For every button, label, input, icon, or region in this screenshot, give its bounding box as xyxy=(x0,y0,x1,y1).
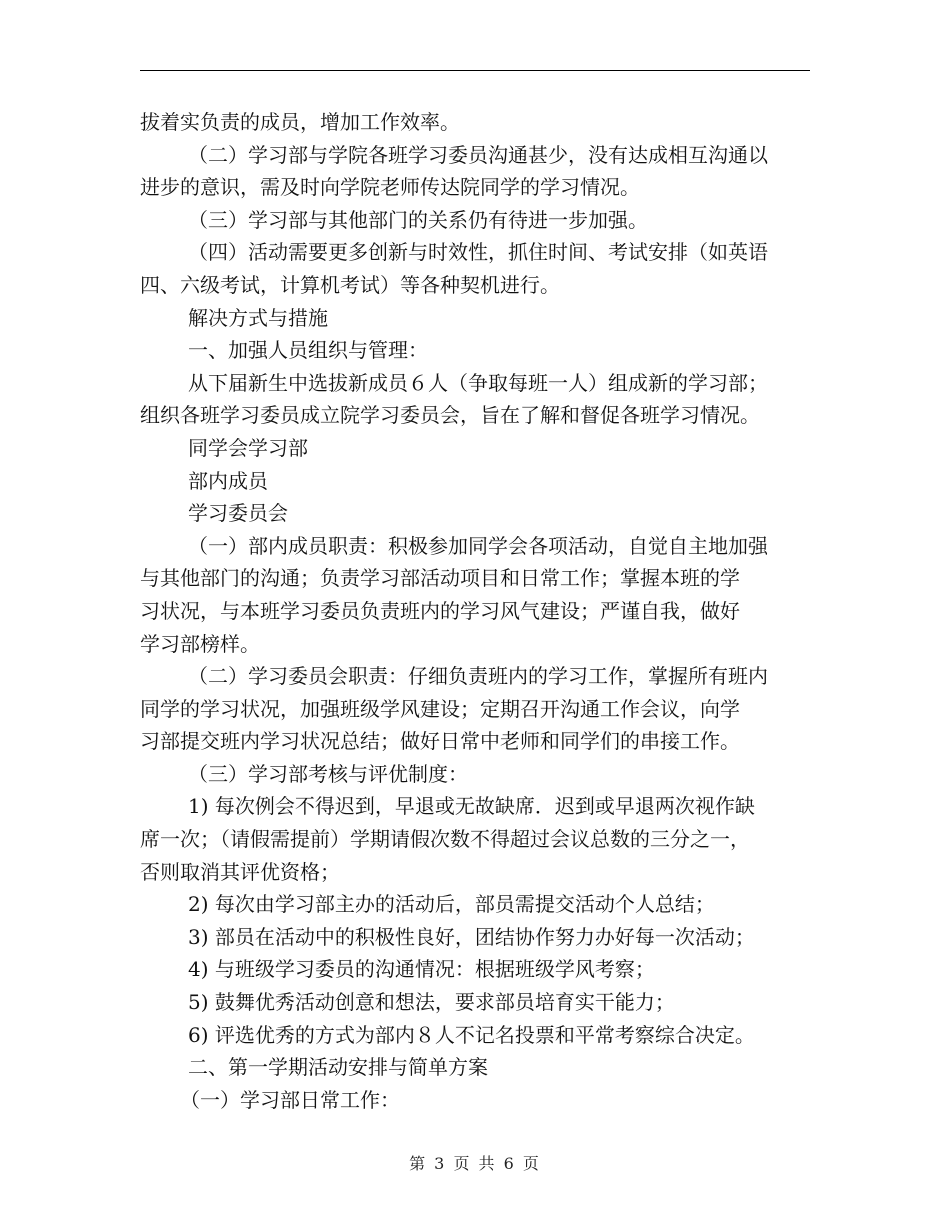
section-heading: 二、第一学期活动安排与简单方案 xyxy=(188,1055,488,1080)
section-heading: （三）学习部考核与评优制度： xyxy=(188,761,468,786)
text-line: 进步的意识，需及时向学院老师传达院同学的学习情况。 xyxy=(140,175,640,200)
text-line: 从下届新生中选拔新成员６人（争取每班一人）组成新的学习部； xyxy=(188,370,768,395)
text-line: 与其他部门的沟通；负责学习部活动项目和日常工作；掌握本班的学 xyxy=(140,566,740,591)
text-line: 否则取消其评优资格； xyxy=(140,859,340,884)
section-heading: （一）学习部日常工作： xyxy=(180,1087,400,1112)
org-chart-label: 学习委员会 xyxy=(188,501,288,526)
document-body xyxy=(140,106,812,1116)
list-item: 4) 与班级学习委员的沟通情况：根据班级学风考察； xyxy=(188,957,655,982)
text-line: （一）部内成员职责：积极参加同学会各项活动，自觉自主地加强 xyxy=(188,533,768,558)
header-rule xyxy=(140,70,810,71)
section-heading: 解决方式与措施 xyxy=(188,305,328,330)
text-line: （二）学习部与学院各班学习委员沟通甚少，没有达成相互沟通以 xyxy=(188,142,768,167)
page-number: 第 3 页 共 6 页 xyxy=(409,1154,541,1173)
text-line: （三）学习部与其他部门的关系仍有待进一步加强。 xyxy=(188,207,648,232)
text-line: 习状况，与本班学习委员负责班内的学习风气建设；严谨自我，做好 xyxy=(140,598,740,623)
text-line: （四）活动需要更多创新与时效性，抓住时间、考试安排（如英语 xyxy=(188,240,768,265)
org-chart-label: 同学会学习部 xyxy=(188,435,308,460)
text-line: （二）学习委员会职责：仔细负责班内的学习工作，掌握所有班内 xyxy=(188,664,768,689)
list-item: 2) 每次由学习部主办的活动后，部员需提交活动个人总结； xyxy=(188,892,715,917)
text-line: 学习部榜样。 xyxy=(140,631,260,656)
text-line: 拔着实负责的成员，增加工作效率。 xyxy=(140,110,460,134)
list-item: 6) 评选优秀的方式为部内８人不记名投票和平常考察综合决定。 xyxy=(188,1022,755,1047)
section-heading: 一、加强人员组织与管理： xyxy=(188,338,428,363)
list-item: 1) 每次例会不得迟到，早退或无故缺席．迟到或早退两次视作缺 xyxy=(188,794,755,819)
text-line: 四、六级考试，计算机考试）等各种契机进行。 xyxy=(140,272,560,297)
text-line: 席一次；（请假需提前）学期请假次数不得超过会议总数的三分之一， xyxy=(140,827,750,852)
list-item: 5) 鼓舞优秀活动创意和想法，要求部员培育实干能力； xyxy=(188,990,675,1015)
text-line: 同学的学习状况，加强班级学风建设；定期召开沟通工作会议，向学 xyxy=(140,696,740,721)
text-line: 习部提交班内学习状况总结；做好日常中老师和同学们的串接工作。 xyxy=(140,729,740,754)
org-chart-label: 部内成员 xyxy=(188,468,268,493)
list-item: 3) 部员在活动中的积极性良好，团结协作努力办好每一次活动； xyxy=(188,924,755,949)
text-line: 组织各班学习委员成立院学习委员会，旨在了解和督促各班学习情况。 xyxy=(140,403,760,428)
